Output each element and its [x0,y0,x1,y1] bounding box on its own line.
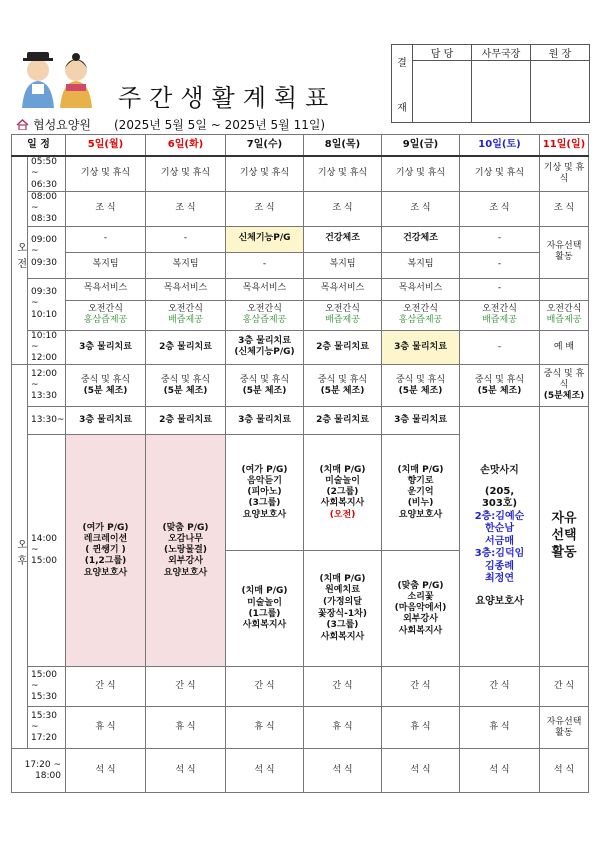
cell-bath-tue: 목욕서비스 [146,278,226,300]
cell-wake-thu: 기상 및 휴식 [304,156,382,191]
cell-1010-sat: - [460,330,540,365]
col-header-schedule: 일 정 [12,135,66,157]
cell-rest-tue: 휴 식 [146,707,226,749]
approval-role-staff: 담 당 [413,45,472,61]
cell-0915-mon: 복지팀 [66,252,146,278]
cell-1330-mon: 3층 물리치료 [66,407,146,435]
cell-0915-fri: 복지팀 [382,252,460,278]
cell-snack-pm-thu: 간 식 [304,667,382,707]
time-1330: 13:30~ [28,407,66,435]
cell-pm-fri-a: (치매 P/G) 향기로 운기억 (비누) 요양보호사 [382,435,460,551]
cell-lunch-mon: 중식 및 휴식 (5분 체조) [66,365,146,407]
cell-0915-tue: 복지팀 [146,252,226,278]
col-header-tue: 6일(화) [146,135,226,157]
cell-1010-tue: 2층 물리치료 [146,330,226,365]
cell-dinner-tue: 석 식 [146,749,226,793]
cell-pm-thu-b: (치매 P/G) 원예치료 (가정의달 꽃장식-1차) (3그룹) 사회복지사 [304,551,382,667]
cell-breakfast-sun: 조 식 [540,191,589,226]
cell-pm-thu-a: (치매 P/G) 미술놀이 (2그룹) 사회복지사 (오전) [304,435,382,551]
cell-breakfast-wed: 조 식 [226,191,304,226]
cell-snack-pm-tue: 간 식 [146,667,226,707]
cell-pm-wed-b: (치매 P/G) 미술놀이 (1그룹) 사회복지사 [226,551,304,667]
cell-wake-mon: 기상 및 휴식 [66,156,146,191]
time-1200: 12:00 ~ 13:30 [28,365,66,407]
time-1500: 15:00 ~ 15:30 [28,667,66,707]
cell-pm-sat: 손맛사지 (205, 303호) 2층:김예순 한순남 서금매 3층:김덕임 김종례 최정연 요양보호사 [460,407,540,667]
cell-wake-wed: 기상 및 휴식 [226,156,304,191]
cell-rest-fri: 휴 식 [382,707,460,749]
cell-1330-wed: 3층 물리치료 [226,407,304,435]
cell-0915-wed: - [226,252,304,278]
cell-1330-thu: 2층 물리치료 [304,407,382,435]
cell-1010-mon: 3층 물리치료 [66,330,146,365]
col-header-thu: 8일(목) [304,135,382,157]
time-1010: 10:10 ~ 12:00 [28,330,66,365]
cell-breakfast-thu: 조 식 [304,191,382,226]
cell-snack-pm-fri: 간 식 [382,667,460,707]
cell-snack-am-wed: 오전간식 홍삼즙제공 [226,300,304,330]
cell-bath-sun [540,278,589,300]
cell-lunch-thu: 중식 및 휴식 (5분 체조) [304,365,382,407]
time-0930: 09:30 ~ 10:10 [28,278,66,330]
cell-snack-pm-sat: 간 식 [460,667,540,707]
page-title: 주간생활계획표 [118,84,337,112]
col-header-fri: 9일(금) [382,135,460,157]
sign-box-staff[interactable] [413,61,472,123]
cell-bath-thu: 목욕서비스 [304,278,382,300]
time-0550: 05:50 ~ 06:30 [28,156,66,191]
cell-1330-tue: 2층 물리치료 [146,407,226,435]
cell-lunch-sun: 중식 및 휴식 (5분체조) [540,365,589,407]
cell-breakfast-sat: 조 식 [460,191,540,226]
cell-snack-pm-mon: 간 식 [66,667,146,707]
cell-wake-fri: 기상 및 휴식 [382,156,460,191]
cell-lunch-tue: 중식 및 휴식 (5분 체조) [146,365,226,407]
col-header-wed: 7일(수) [226,135,304,157]
cell-breakfast-tue: 조 식 [146,191,226,226]
time-1530: 15:30 ~ 17:20 [28,707,66,749]
cell-0900-sat: - [460,226,540,252]
cell-0900-wed: 신체기능P/G [226,226,304,252]
cell-1010-sun: 예 배 [540,330,589,365]
cell-0900-mon: - [66,226,146,252]
sign-box-director[interactable] [472,61,531,123]
cell-dinner-mon: 석 식 [66,749,146,793]
weekly-schedule-table [11,134,589,793]
cell-bath-wed: 목욕서비스 [226,278,304,300]
col-header-sun: 11일(일) [540,135,589,157]
cell-snack-am-sat: 오전간식 배즙제공 [460,300,540,330]
cell-dinner-sun: 석 식 [540,749,589,793]
cell-pm-wed-a: (여가 P/G) 음악듣기 (피아노) (3그룹) 요양보호사 [226,435,304,551]
cell-0900-sun: 자유선택 활동 [540,226,589,278]
cell-0900-fri: 건강체조 [382,226,460,252]
cell-lunch-sat: 중식 및 휴식 (5분 체조) [460,365,540,407]
cell-wake-sun: 기상 및 휴식 [540,156,589,191]
cell-pm-sun: 자유 선택 활동 [540,407,589,667]
cell-snack-am-mon: 오전간식 홍삼즙제공 [66,300,146,330]
cell-0900-thu: 건강체조 [304,226,382,252]
time-0900: 09:00 ~ 09:30 [28,226,66,278]
approval-box [391,44,590,123]
cell-lunch-fri: 중식 및 휴식 (5분 체조) [382,365,460,407]
org-label [16,116,91,133]
cell-snack-am-thu: 오전간식 배즙제공 [304,300,382,330]
time-1720: 17:20 ~ 18:00 [12,749,66,793]
cell-pm-fri-b: (맞춤 P/G) 소리꽃 (마음악에서) 외부강사 사회복지사 [382,551,460,667]
cell-1330-fri: 3층 물리치료 [382,407,460,435]
approval-role-head: 원 장 [531,45,590,61]
sign-box-head[interactable] [531,61,590,123]
col-header-sat: 10일(토) [460,135,540,157]
cell-rest-wed: 휴 식 [226,707,304,749]
cell-1010-wed: 3층 물리치료 (신체기능P/G) [226,330,304,365]
approval-side-label: 결 재 [392,45,413,123]
cell-dinner-sat: 석 식 [460,749,540,793]
cell-rest-sat: 휴 식 [460,707,540,749]
cell-1010-fri: 3층 물리치료 [382,330,460,365]
cell-snack-am-fri: 오전간식 홍삼즙제공 [382,300,460,330]
cell-1010-thu: 2층 물리치료 [304,330,382,365]
house-icon [16,119,29,130]
org-name: 협성요양원 [33,118,91,132]
cell-breakfast-mon: 조 식 [66,191,146,226]
cell-0915-thu: 복지팀 [304,252,382,278]
approval-role-director: 사무국장 [472,45,531,61]
cell-snack-pm-sun: 간 식 [540,667,589,707]
cell-snack-am-sun: 오전간식 배즙제공 [540,300,589,330]
cell-bath-mon: 목욕서비스 [66,278,146,300]
grandparents-logo [14,50,100,110]
cell-pm-mon: (여가 P/G) 레크레이션 ( 퀸쌩기 ) (1,2그룹) 요양보호사 [66,435,146,667]
col-header-mon: 5일(월) [66,135,146,157]
cell-0900-tue: - [146,226,226,252]
cell-dinner-wed: 석 식 [226,749,304,793]
cell-wake-tue: 기상 및 휴식 [146,156,226,191]
time-1400: 14:00 ~ 15:00 [28,435,66,667]
cell-rest-thu: 휴 식 [304,707,382,749]
cell-breakfast-fri: 조 식 [382,191,460,226]
cell-bath-fri: 목욕서비스 [382,278,460,300]
cell-snack-pm-wed: 간 식 [226,667,304,707]
cell-snack-am-tue: 오전간식 배즙제공 [146,300,226,330]
cell-rest-sun: 자유선택 활동 [540,707,589,749]
cell-dinner-fri: 석 식 [382,749,460,793]
section-pm: 오후 [12,365,28,749]
time-0800: 08:00 ~ 08:30 [28,191,66,226]
cell-pm-tue: (맞춤 P/G) 오감나무 (노랑물결) 외부강사 요양보호사 [146,435,226,667]
schedule-period: (2025년 5월 5일 ~ 2025년 5월 11일) [114,118,326,132]
cell-0915-sat: - [460,252,540,278]
section-am: 오전 [12,156,28,365]
cell-rest-mon: 휴 식 [66,707,146,749]
cell-lunch-wed: 중식 및 휴식 (5분 체조) [226,365,304,407]
cell-dinner-thu: 석 식 [304,749,382,793]
cell-bath-sat: - [460,278,540,300]
cell-wake-sat: 기상 및 휴식 [460,156,540,191]
